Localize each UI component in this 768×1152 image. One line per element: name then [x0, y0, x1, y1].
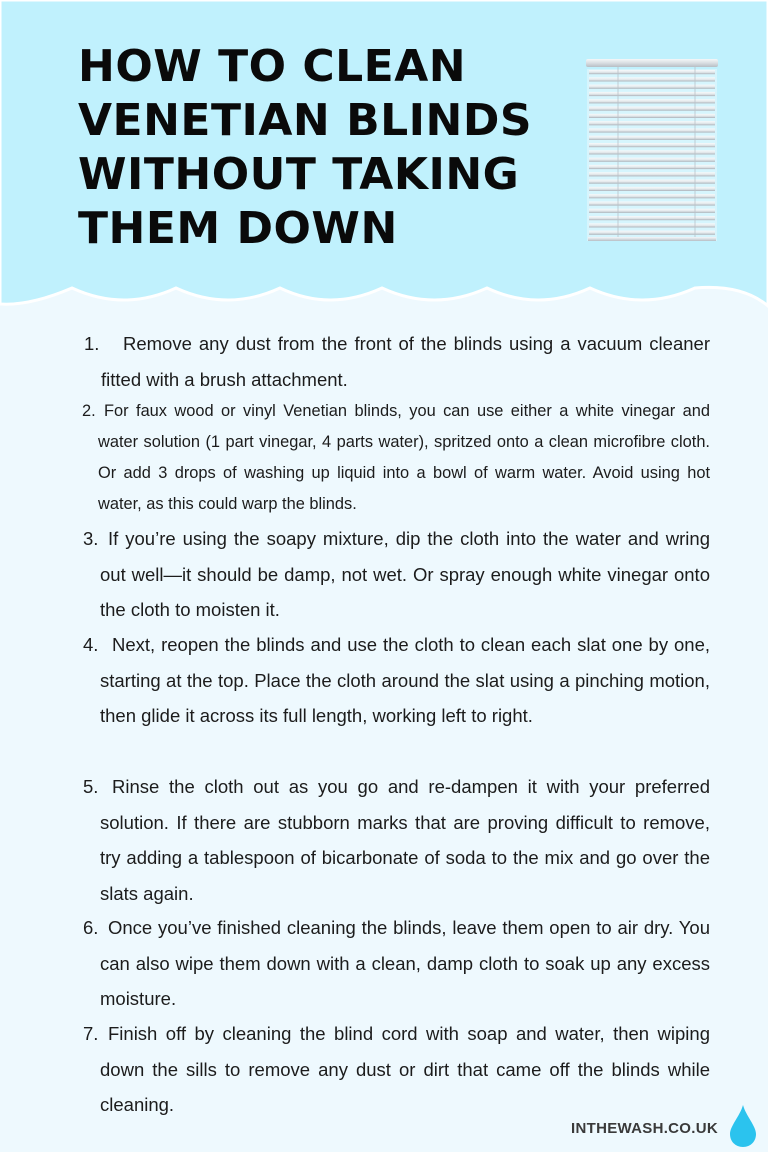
- step-item: [82, 396, 710, 520]
- step-number: 6.: [83, 917, 99, 938]
- header: [0, 0, 768, 320]
- title-line: VENETIAN BLINDS: [78, 95, 533, 146]
- step-number: 2.: [82, 402, 96, 420]
- step-number: 7.: [83, 1023, 99, 1044]
- venetian-blinds-icon: [585, 57, 719, 244]
- step-text: Next, reopen the blinds and use the cloth to clean each slat one by one, starting at the top. Place the cloth around the slat using a pinching motion, then glide it across its full length, working left to right.: [100, 634, 710, 726]
- water-drop-icon: [728, 1104, 758, 1148]
- title-line: WITHOUT TAKING: [78, 149, 520, 200]
- step-text: For faux wood or vinyl Venetian blinds, you can use either a white vinegar and water solution (1 part vinegar, 4 parts water), spritzed onto a clean microfibre cloth. Or add 3 drops of washing up liquid into a bowl of warm water. Avoid using hot water, as this could warp the blinds.: [98, 402, 710, 513]
- step-number: 3.: [83, 528, 99, 549]
- step-text: Remove any dust from the front of the blinds using a vacuum cleaner fitted with a brush attachment.: [101, 333, 710, 390]
- step-item: [83, 1016, 710, 1123]
- step-number: 1.: [84, 333, 100, 354]
- step-item: [83, 910, 710, 1017]
- step-number: 5.: [83, 776, 99, 797]
- step-item: [84, 326, 710, 397]
- step-text: Finish off by cleaning the blind cord with soap and water, then wiping down the sills to remove any dust or dirt that came off the blinds while cleaning.: [100, 1023, 710, 1115]
- title-line: HOW TO CLEAN: [78, 41, 467, 92]
- step-text: Rinse the cloth out as you go and re-dampen it with your preferred solution. If there are stubborn marks that are proving difficult to remove, try adding a tablespoon of bicarbonate of soda to the mix and go over the slats again.: [100, 776, 710, 904]
- brand-link[interactable]: INTHEWASH.CO.UK: [571, 1120, 718, 1137]
- step-text: Once you’ve finished cleaning the blinds, leave them open to air dry. You can also wipe them down with a clean, damp cloth to soak up any excess moisture.: [100, 917, 710, 1009]
- page-title: [78, 40, 578, 256]
- title-line: THEM DOWN: [78, 203, 398, 254]
- step-item: [83, 769, 710, 911]
- step-text: If you’re using the soapy mixture, dip the cloth into the water and wring out well—it should be damp, not wet. Or spray enough white vinegar onto the cloth to moisten it.: [100, 528, 710, 620]
- step-item: [83, 627, 710, 734]
- step-number: 4.: [83, 634, 99, 655]
- step-item: [83, 521, 710, 628]
